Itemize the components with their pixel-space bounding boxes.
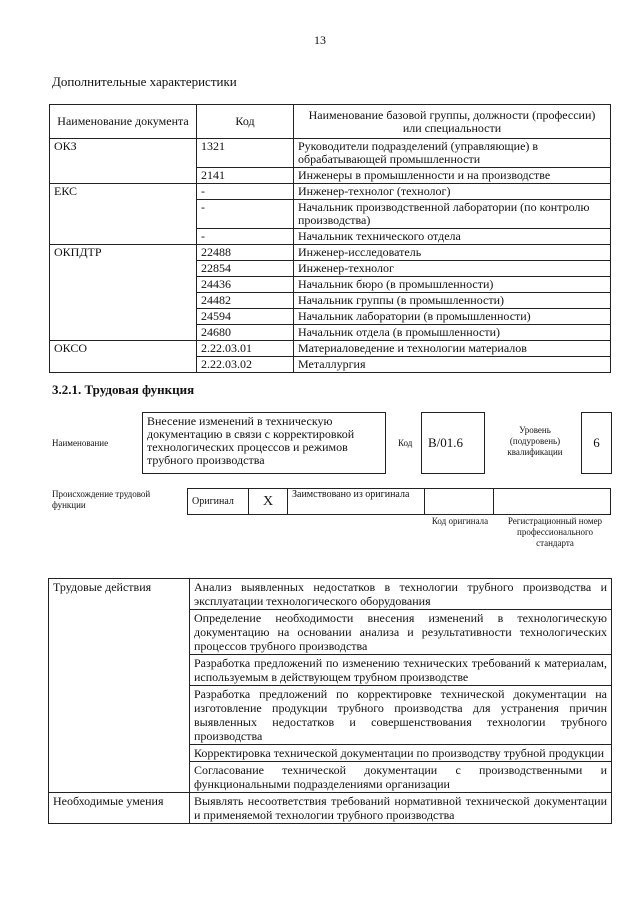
doc-cell: ОКСО bbox=[50, 341, 197, 373]
table-row bbox=[49, 793, 612, 824]
code-cell: 24680 bbox=[197, 325, 294, 341]
original-label: Оригинал bbox=[188, 489, 249, 515]
doc-cell: ОКЗ bbox=[50, 139, 197, 184]
name-cell: Руководители подразделений (управляющие) в обрабатывающей промышленности bbox=[294, 139, 611, 168]
code-cell: 2141 bbox=[197, 168, 294, 184]
original-mark: X bbox=[249, 489, 288, 515]
reg-number-cell bbox=[494, 489, 611, 515]
code-cell: - bbox=[197, 229, 294, 245]
code-cell: 24594 bbox=[197, 309, 294, 325]
labor-actions-table bbox=[48, 578, 612, 824]
code-original-cell bbox=[425, 489, 494, 515]
header-doc: Наименование документа bbox=[50, 105, 197, 139]
table-row bbox=[50, 341, 611, 357]
page-number: 13 bbox=[314, 33, 326, 47]
name-cell: Начальник лаборатории (в промышленности) bbox=[294, 309, 611, 325]
name-cell: Инженеры в промышленности и на производстве bbox=[294, 168, 611, 184]
code-cell: 24436 bbox=[197, 277, 294, 293]
reg-number-caption: Регистрационный номер профессионального стандарта bbox=[507, 516, 603, 548]
code-label: Код bbox=[398, 438, 413, 448]
level-value: 6 bbox=[581, 412, 612, 474]
action-item-cell: Корректировка технической документации по производству трубной продукции bbox=[190, 745, 612, 762]
name-cell: Инженер-исследователь bbox=[294, 245, 611, 261]
additional-characteristics-table bbox=[49, 104, 611, 373]
action-item-cell: Согласование технической документации с производственными и функциональными подразделениями организации bbox=[190, 762, 612, 793]
name-cell: Начальник технического отдела bbox=[294, 229, 611, 245]
code-cell: - bbox=[197, 184, 294, 200]
function-name: Внесение изменений в техническую документацию в связи с корректировкой технологических процессов и режимов трубного производства bbox=[142, 412, 386, 474]
header-code: Код bbox=[197, 105, 294, 139]
name-cell: Начальник группы (в промышленности) bbox=[294, 293, 611, 309]
section-heading: Дополнительные характеристики bbox=[52, 74, 237, 89]
action-item-cell: Определение необходимости внесения изменений в технологическую документацию на основании анализа и результативности технологических процессов трубного производства bbox=[190, 610, 612, 655]
code-cell: 2.22.03.02 bbox=[197, 357, 294, 373]
action-item-cell: Разработка предложений по корректировке технической документации на изготовление продукции трубного производства для устранения причин выявленных недостатков и совершенствования технологии трубного производства bbox=[190, 686, 612, 745]
code-cell: - bbox=[197, 200, 294, 229]
level-label: Уровень (подуровень) квалификации bbox=[507, 425, 563, 457]
doc-cell: ОКПДТР bbox=[50, 245, 197, 341]
name-cell: Начальник отдела (в промышленности) bbox=[294, 325, 611, 341]
name-cell: Начальник бюро (в промышленности) bbox=[294, 277, 611, 293]
code-cell: 22488 bbox=[197, 245, 294, 261]
code-cell: 24482 bbox=[197, 293, 294, 309]
code-cell: 1321 bbox=[197, 139, 294, 168]
code-cell: 22854 bbox=[197, 261, 294, 277]
origin-label: Происхождение трудовой функции bbox=[52, 489, 151, 510]
borrowed-label: Заимствовано из оригинала bbox=[288, 489, 425, 515]
name-cell: Материаловедение и технологии материалов bbox=[294, 341, 611, 357]
action-item-cell: Разработка предложений по изменению технических требований к материалам, используемым в действующем трубном производстве bbox=[190, 655, 612, 686]
name-cell: Инженер-технолог bbox=[294, 261, 611, 277]
name-label: Наименование bbox=[52, 438, 109, 448]
table-row bbox=[50, 184, 611, 200]
function-heading: 3.2.1. Трудовая функция bbox=[52, 382, 195, 397]
table-row bbox=[49, 579, 612, 610]
table-row bbox=[50, 245, 611, 261]
name-cell: Начальник производственной лаборатории (по контролю производства) bbox=[294, 200, 611, 229]
origin-table bbox=[187, 488, 611, 515]
section-label-cell: Необходимые умения bbox=[49, 793, 190, 824]
action-item-cell: Анализ выявленных недостатков в технологии трубного производства и эксплуатации технологического оборудования bbox=[190, 579, 612, 610]
name-cell: Металлургия bbox=[294, 357, 611, 373]
function-code: В/01.6 bbox=[421, 412, 485, 474]
header-name: Наименование базовой группы, должности (профессии) или специальности bbox=[294, 105, 611, 139]
doc-cell: ЕКС bbox=[50, 184, 197, 245]
name-cell: Инженер-технолог (технолог) bbox=[294, 184, 611, 200]
code-cell: 2.22.03.01 bbox=[197, 341, 294, 357]
action-item-cell: Выявлять несоответствия требований нормативной технической документации и применяемой технологии трубного производства bbox=[190, 793, 612, 824]
table-row bbox=[50, 139, 611, 168]
section-label-cell: Трудовые действия bbox=[49, 579, 190, 793]
code-original-caption: Код оригинала bbox=[431, 516, 489, 526]
